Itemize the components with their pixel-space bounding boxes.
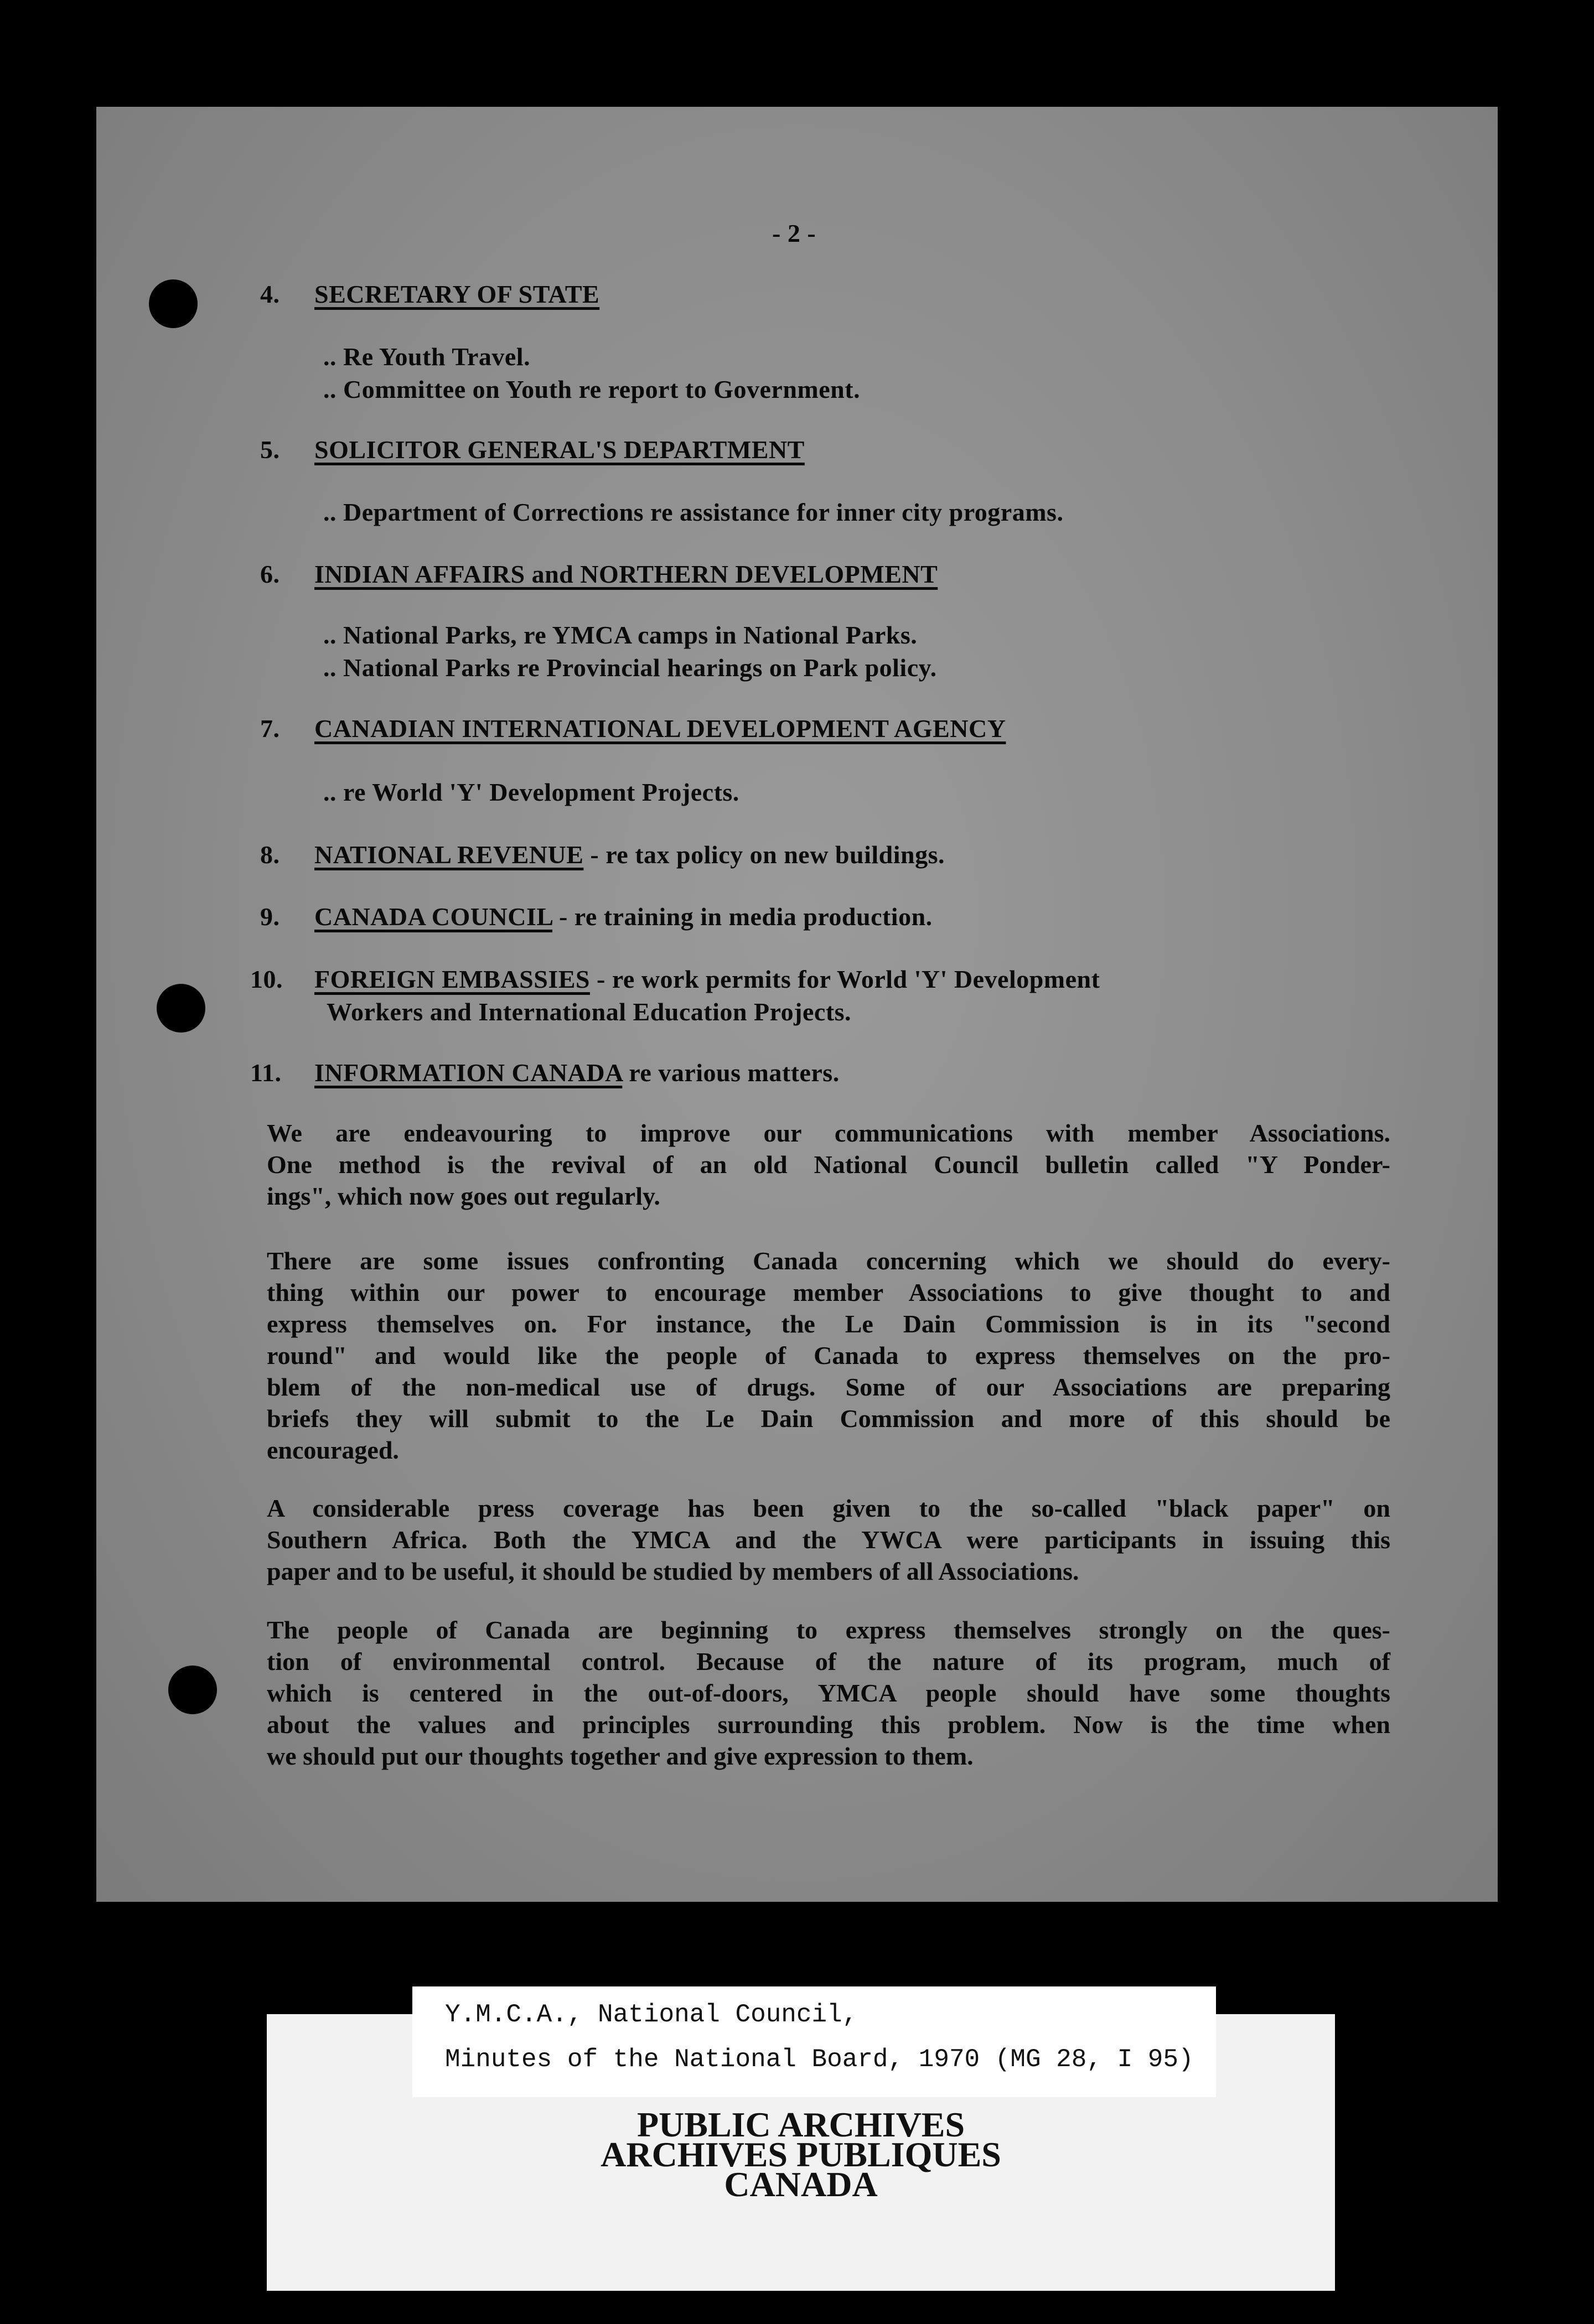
item-suffix: - re tax policy on new buildings. — [583, 841, 945, 869]
paragraph-line: A considerable press coverage has been given to the so-called "black paper" on — [267, 1494, 1390, 1522]
archive-stamp-line: ARCHIVES PUBLIQUES — [601, 2135, 1001, 2174]
reference-line-2: Minutes of the National Board, 1970 (MG 28, I 95) — [445, 2045, 1194, 2074]
item-heading: CANADIAN INTERNATIONAL DEVELOPMENT AGENCY — [314, 714, 1006, 743]
paragraph-line: about the values and principles surrounding this problem. Now is the time when — [267, 1710, 1390, 1739]
item-heading: FOREIGN EMBASSIES — [314, 965, 591, 993]
item-line — [314, 964, 1100, 994]
item-heading: SOLICITOR GENERAL'S DEPARTMENT — [314, 435, 805, 464]
item-bullet: .. re World 'Y' Development Projects. — [323, 778, 739, 806]
page-number: - 2 - — [772, 219, 816, 247]
paragraph-line: paper and to be useful, it should be studied by members of all Associations. — [267, 1557, 1079, 1585]
item-number: 11. — [250, 1059, 282, 1087]
item-number: 6. — [260, 560, 280, 588]
item-bullet: .. National Parks, re YMCA camps in National Parks. — [323, 621, 918, 649]
item-heading: SECRETARY OF STATE — [314, 280, 600, 308]
item-heading: INDIAN AFFAIRS and NORTHERN DEVELOPMENT — [314, 560, 938, 588]
item-heading: INFORMATION CANADA — [314, 1059, 623, 1087]
item-suffix: - re work permits for World 'Y' Development — [590, 965, 1100, 993]
paragraph-line: We are endeavouring to improve our communications with member Associations. — [267, 1119, 1390, 1147]
paragraph-line: encouraged. — [267, 1436, 399, 1464]
punch-hole — [168, 1666, 217, 1714]
item-bullet: .. National Parks re Provincial hearings on Park policy. — [323, 653, 937, 682]
paragraph-line: blem of the non-medical use of drugs. Some of our Associations are preparing — [267, 1373, 1390, 1401]
archive-stamp-line: PUBLIC ARCHIVES — [636, 2105, 965, 2144]
item-number: 9. — [260, 902, 280, 931]
punch-hole — [157, 984, 205, 1033]
paragraph-line: briefs they will submit to the Le Dain Commission and more of this should be — [267, 1404, 1390, 1433]
paragraph-line: round" and would like the people of Canada to express themselves on the pro- — [267, 1341, 1390, 1370]
item-heading: CANADA COUNCIL — [314, 902, 552, 931]
item-suffix: re various matters. — [622, 1059, 840, 1087]
item-line — [314, 840, 945, 869]
paragraph-line: tion of environmental control. Because of the nature of its program, much of — [267, 1647, 1390, 1675]
paragraph-line: we should put our thoughts together and give expression to them. — [267, 1742, 974, 1770]
paragraph-line: One method is the revival of an old National Council bulletin called "Y Ponder- — [267, 1150, 1390, 1179]
paragraph-line: ings", which now goes out regularly. — [267, 1182, 660, 1210]
item-number: 8. — [260, 841, 280, 869]
paragraph-line: express themselves on. For instance, the Le Dain Commission is in its "second — [267, 1310, 1390, 1338]
punch-hole — [149, 279, 198, 328]
paragraph-line: The people of Canada are beginning to express themselves strongly on the ques- — [267, 1616, 1390, 1644]
item-heading: NATIONAL REVENUE — [314, 841, 584, 869]
item-line — [314, 1058, 840, 1087]
item-suffix: - re training in media production. — [552, 902, 933, 931]
item-number: 7. — [260, 714, 280, 743]
item-bullet: .. Committee on Youth re report to Government. — [323, 375, 861, 403]
item-bullet: .. Department of Corrections re assistance for inner city programs. — [323, 498, 1064, 526]
item-number: 4. — [260, 280, 280, 308]
paragraph-line: Southern Africa. Both the YMCA and the YWCA were participants in issuing this — [267, 1526, 1390, 1554]
item-number: 5. — [260, 435, 280, 464]
paragraph-line: thing within our power to encourage member Associations to give thought to and — [267, 1278, 1390, 1306]
item-bullet: .. Re Youth Travel. — [323, 343, 531, 371]
archive-stamp-line: CANADA — [724, 2165, 878, 2204]
item-line — [314, 902, 933, 931]
item-continuation: Workers and International Education Projects. — [327, 998, 852, 1026]
paragraph-line: which is centered in the out-of-doors, YMCA people should have some thoughts — [267, 1679, 1390, 1707]
item-number: 10. — [250, 965, 283, 993]
paragraph-line: There are some issues confronting Canada concerning which we should do every- — [267, 1247, 1390, 1275]
reference-line-1: Y.M.C.A., National Council, — [445, 2000, 858, 2029]
